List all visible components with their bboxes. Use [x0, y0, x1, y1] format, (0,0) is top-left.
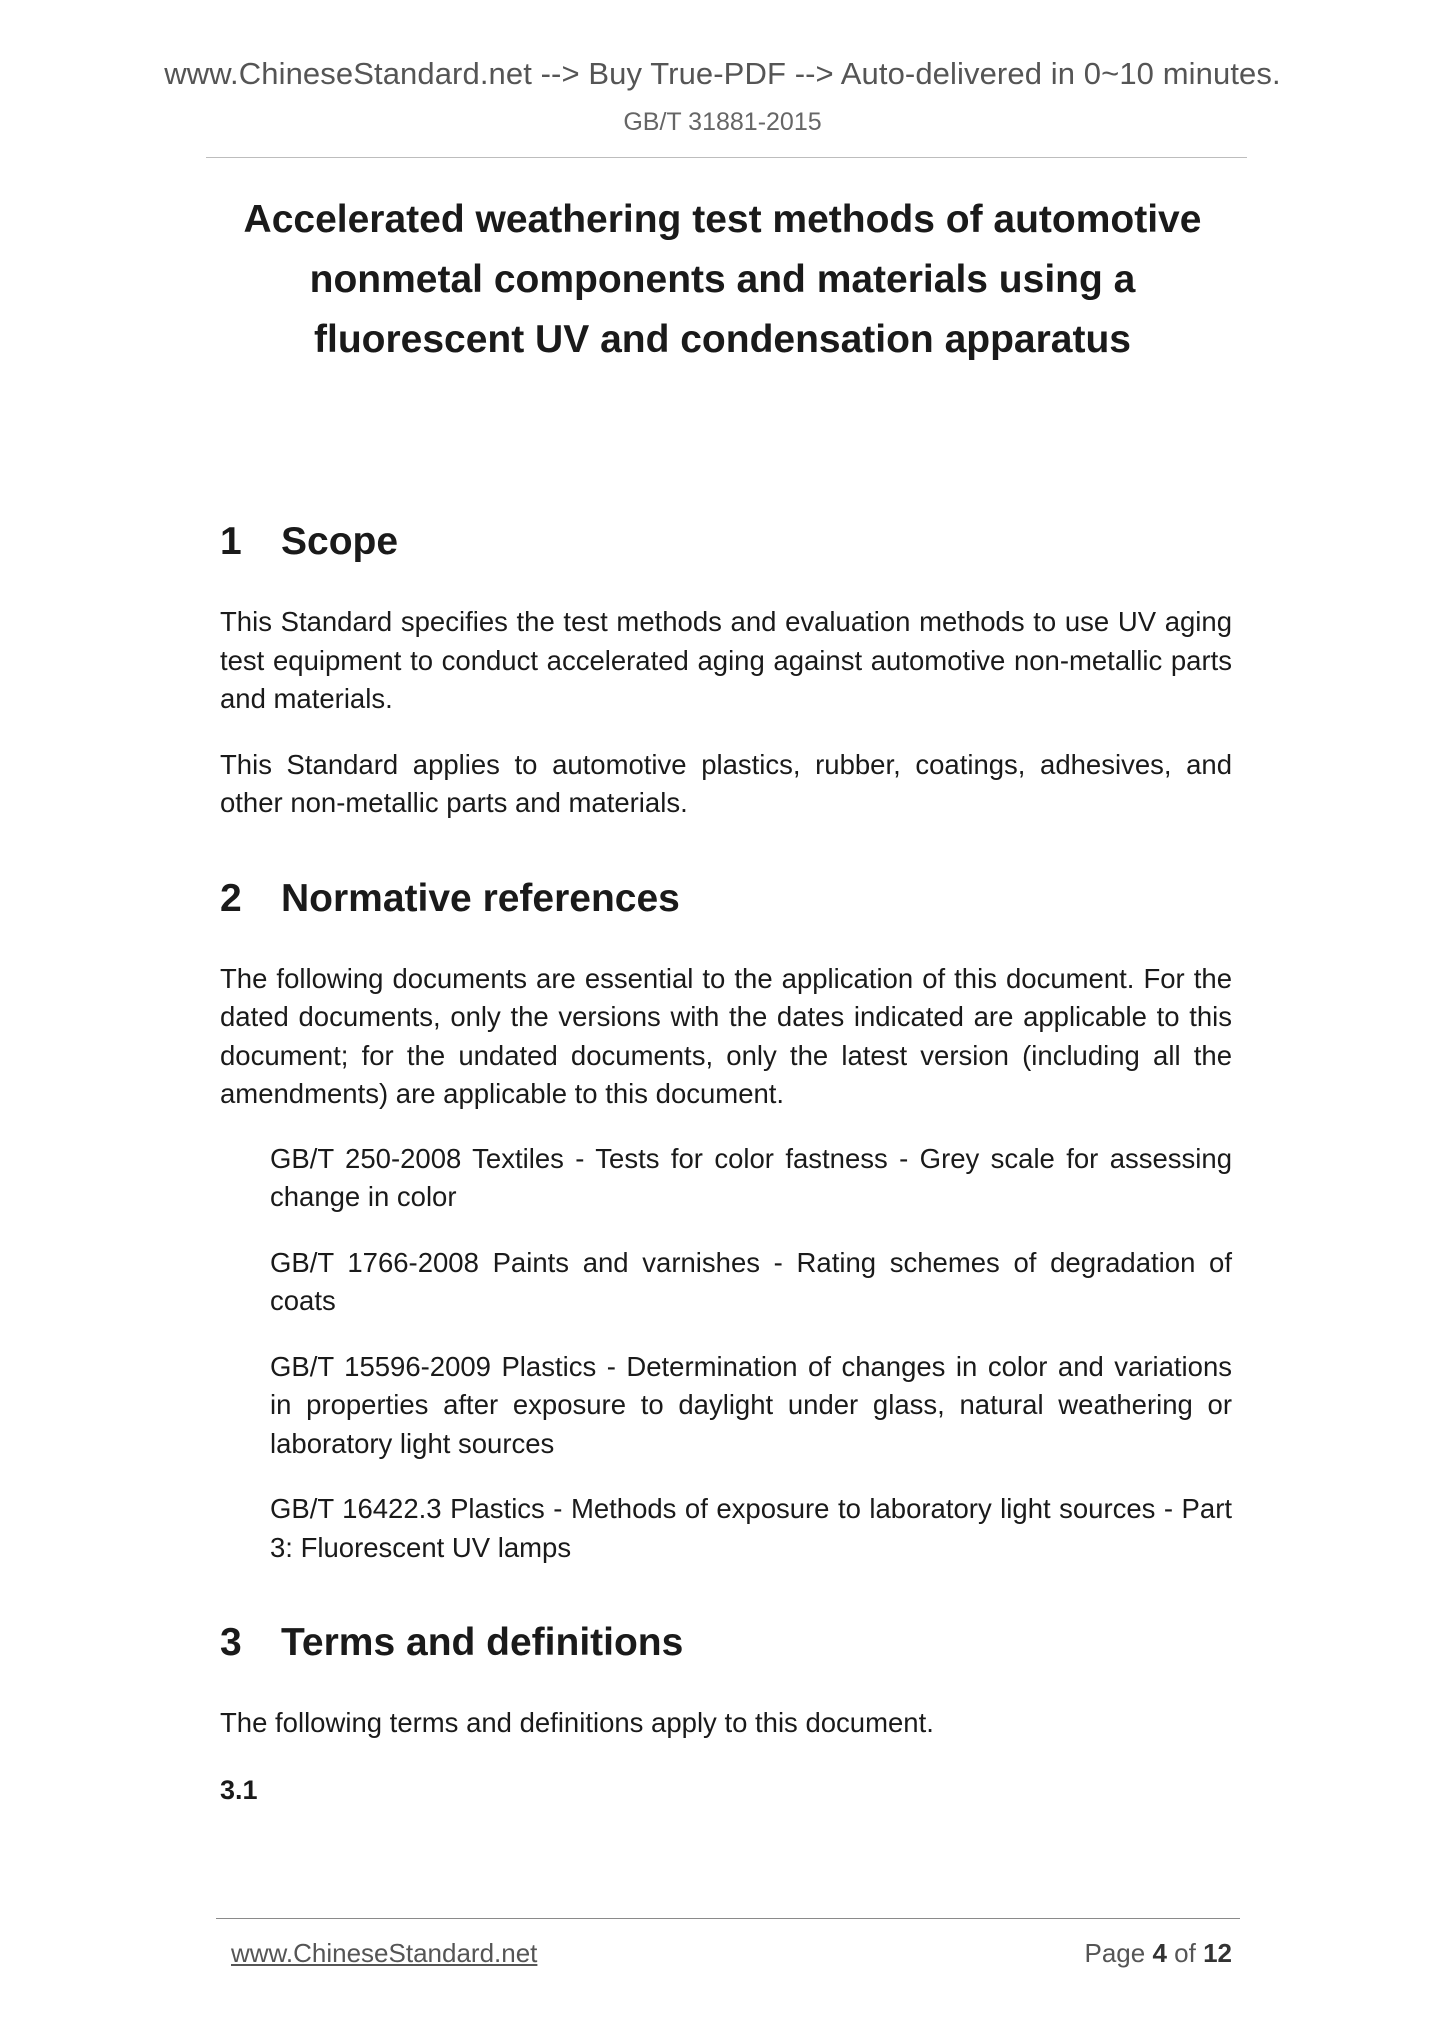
section-title: Normative references — [281, 876, 680, 920]
section-heading-scope — [220, 520, 1232, 564]
section-heading-normative-references — [220, 877, 1232, 921]
page-of: of — [1174, 1938, 1196, 1968]
title-line-2: nonmetal components and materials using a — [309, 258, 1136, 301]
standard-code: GB/T 31881-2015 — [623, 108, 822, 136]
page-number — [1084, 1938, 1232, 1969]
page-prefix: Page — [1084, 1938, 1146, 1968]
section-number: 1 — [220, 520, 242, 563]
section-number: 2 — [220, 876, 242, 920]
clause-number: 3.1 — [220, 1774, 258, 1805]
scope-paragraph-1: This Standard specifies the test methods and evaluation methods to use UV aging test equipment to conduct accelerated aging against automotive non-metallic parts and materials. — [220, 606, 1232, 714]
footer-website-link[interactable]: www.ChineseStandard.net — [231, 1938, 538, 1968]
title-line-1: Accelerated weathering test methods of automotive — [243, 198, 1202, 241]
header-divider — [206, 157, 1247, 158]
reference-text: GB/T 16422.3 Plastics - Methods of exposure to laboratory light sources - Part 3: Fluorescent UV lamps — [270, 1493, 1232, 1563]
section-heading-terms-and-definitions — [220, 1621, 1232, 1665]
reference-text: GB/T 15596-2009 Plastics - Determination of changes in color and variations in properties after exposure to daylight under glass, natural weathering or laboratory light sources — [270, 1350, 1232, 1459]
page-current: 4 — [1152, 1938, 1167, 1968]
reference-text: GB/T 250-2008 Textiles - Tests for color fastness - Grey scale for assessing change in color — [270, 1142, 1232, 1212]
section-title: Scope — [281, 520, 399, 563]
reference-text: GB/T 1766-2008 Paints and varnishes - Rating schemes of degradation of coats — [270, 1246, 1232, 1316]
reference-item — [270, 1140, 1232, 1217]
scope-paragraph-2: This Standard applies to automotive plastics, rubber, coatings, adhesives, and other non-metallic parts and materials. — [220, 748, 1232, 818]
page-total: 12 — [1203, 1938, 1232, 1968]
header-banner: www.ChineseStandard.net --> Buy True-PDF --> Auto-delivered in 0~10 minutes. — [164, 56, 1281, 91]
reference-item — [270, 1244, 1232, 1321]
section-title: Terms and definitions — [281, 1621, 684, 1664]
reference-item — [270, 1348, 1232, 1464]
section-number: 3 — [220, 1621, 242, 1664]
terms-intro: The following terms and definitions apply to this document. — [220, 1707, 934, 1738]
reference-item — [270, 1490, 1232, 1567]
title-line-3: fluorescent UV and condensation apparatus — [314, 318, 1131, 361]
document-body — [220, 520, 1232, 1806]
footer-divider — [216, 1918, 1240, 1919]
document-title — [180, 190, 1265, 370]
normative-intro: The following documents are essential to the application of this document. For the dated documents, only the versions with the dates indicated are applicable to this document; for the undated documents, only the latest version (including all the amendments) are applicable to this document. — [220, 962, 1232, 1109]
